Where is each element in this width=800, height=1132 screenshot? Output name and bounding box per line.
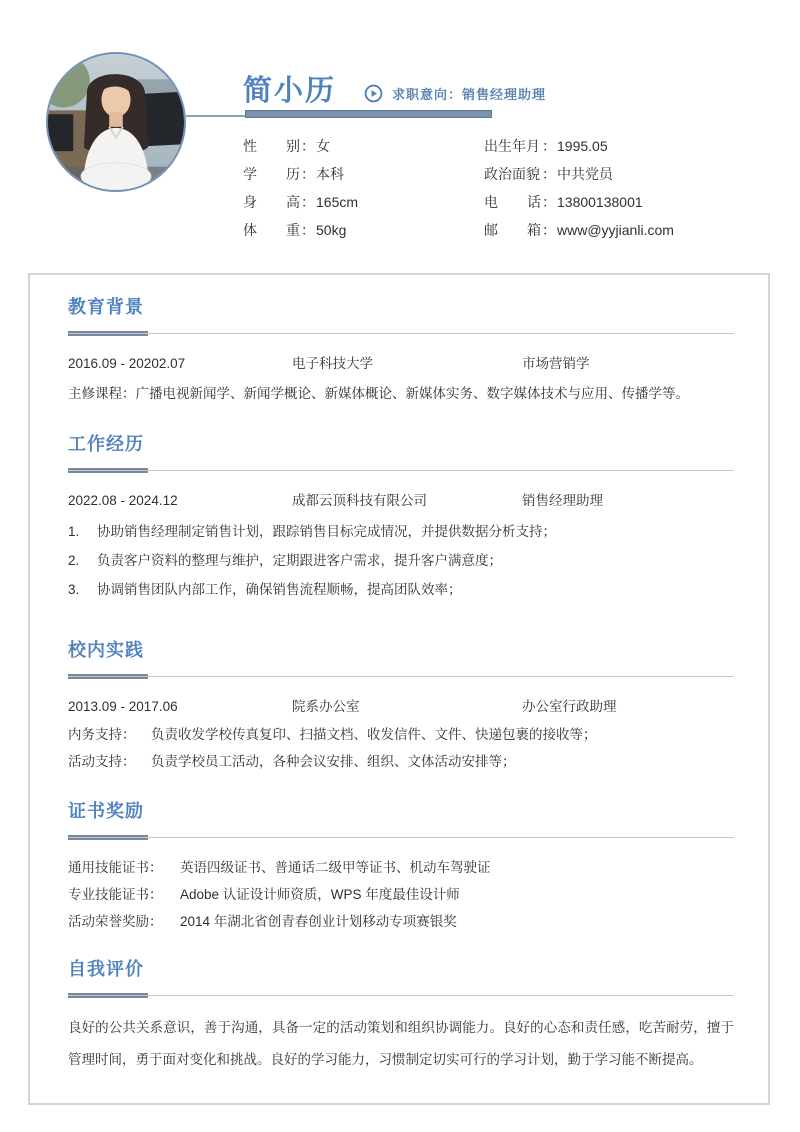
- info-email: 邮箱：www@yyjianli.com: [484, 222, 674, 238]
- job-objective: [364, 84, 546, 103]
- campus-underline: [68, 674, 734, 679]
- section-evaluation: [68, 957, 734, 1076]
- evaluation-title: 自我评价: [68, 959, 144, 979]
- education-date: 2016.09 - 20202.07: [68, 356, 186, 371]
- job-objective-text: 求职意向：销售经理助理: [392, 87, 547, 102]
- candidate-name: 简小历: [243, 75, 337, 107]
- work-duties: [68, 517, 734, 604]
- education-major: 市场营销学: [522, 356, 590, 371]
- section-certificates: [68, 799, 734, 935]
- info-birth: 出生年月 ：1995.05: [484, 138, 608, 154]
- resume-body: [28, 273, 770, 1105]
- certificate-item: 通用技能证书： 英语四级证书、普通话二级甲等证书、机动车驾驶证: [68, 860, 491, 875]
- play-icon: [364, 84, 383, 103]
- header-divider-bar: [245, 110, 492, 118]
- education-school: 电子科技大学: [292, 356, 373, 371]
- work-date: 2022.08 - 2024.12: [68, 493, 178, 508]
- campus-duties: [68, 721, 734, 775]
- header-divider-thin: [184, 115, 247, 117]
- section-work: [68, 432, 734, 604]
- campus-date: 2013.09 - 2017.06: [68, 699, 178, 714]
- campus-duty-item: 内务支持： 负责收发学校传真复印、扫描文档、收发信件、文件、快递包裹的接收等；: [68, 727, 597, 742]
- profile-photo-illustration: [48, 54, 184, 190]
- education-underline-accent: [68, 331, 148, 336]
- section-education: [68, 295, 734, 404]
- info-degree: 学历：本科: [243, 166, 344, 182]
- work-company: 成都云顶科技有限公司: [292, 493, 427, 508]
- work-underline: [68, 468, 734, 473]
- work-underline-accent: [68, 468, 148, 473]
- campus-underline-accent: [68, 674, 148, 679]
- info-height: 身高：165cm: [243, 194, 359, 210]
- profile-photo: [46, 52, 186, 192]
- certificates-underline-accent: [68, 835, 148, 840]
- certificate-item: 活动荣誉奖励： 2014 年湖北省创青春创业计划移动专项赛银奖: [68, 914, 457, 929]
- info-weight: 体重：50kg: [243, 222, 347, 238]
- campus-row: [68, 697, 734, 717]
- work-duty-item: 1. 协助销售经理制定销售计划，跟踪销售目标完成情况，并提供数据分析支持；: [68, 524, 556, 539]
- evaluation-underline-accent: [68, 993, 148, 998]
- campus-duty-item: 活动支持： 负责学校员工活动，各种会议安排、组织、文体活动安排等；: [68, 754, 516, 769]
- personal-info: [243, 137, 763, 240]
- work-title: 工作经历: [68, 434, 144, 454]
- work-row: [68, 491, 734, 511]
- evaluation-text: 良好的公共关系意识，善于沟通，具备一定的活动策划和组织协调能力。良好的心态和责任感，吃苦耐劳，擅于管理时间，勇于面对变化和挑战。良好的学习能力，习惯制定切实可行的学习计划，勤于学习能不断提高。: [68, 1020, 734, 1067]
- certificate-list: [68, 854, 734, 935]
- work-duty-item: 3. 协调销售团队内部工作，确保销售流程顺畅，提高团队效率；: [68, 582, 462, 597]
- campus-office: 院系办公室: [292, 699, 360, 714]
- education-row: [68, 354, 734, 374]
- education-title: 教育背景: [68, 297, 144, 317]
- info-political: 政治面貌 ：中共党员: [484, 166, 613, 182]
- section-campus: [68, 638, 734, 775]
- info-phone: 电话：13800138001: [484, 194, 643, 210]
- info-gender: 性别：女: [243, 138, 330, 154]
- education-courses: 主修课程：广播电视新闻学、新闻学概论、新媒体概论、新媒体实务、数字媒体技术与应用、传播学等。: [68, 386, 689, 401]
- campus-title: 校内实践: [68, 640, 144, 660]
- education-underline: [68, 331, 734, 336]
- work-duty-item: 2. 负责客户资料的整理与维护，定期跟进客户需求，提升客户满意度；: [68, 553, 502, 568]
- certificates-title: 证书奖励: [68, 801, 144, 821]
- evaluation-underline: [68, 993, 734, 998]
- campus-position: 办公室行政助理: [522, 699, 617, 714]
- certificate-item: 专业技能证书： Adobe 认证设计师资质，WPS 年度最佳设计师: [68, 887, 460, 902]
- certificates-underline: [68, 835, 734, 840]
- work-position: 销售经理助理: [522, 493, 603, 508]
